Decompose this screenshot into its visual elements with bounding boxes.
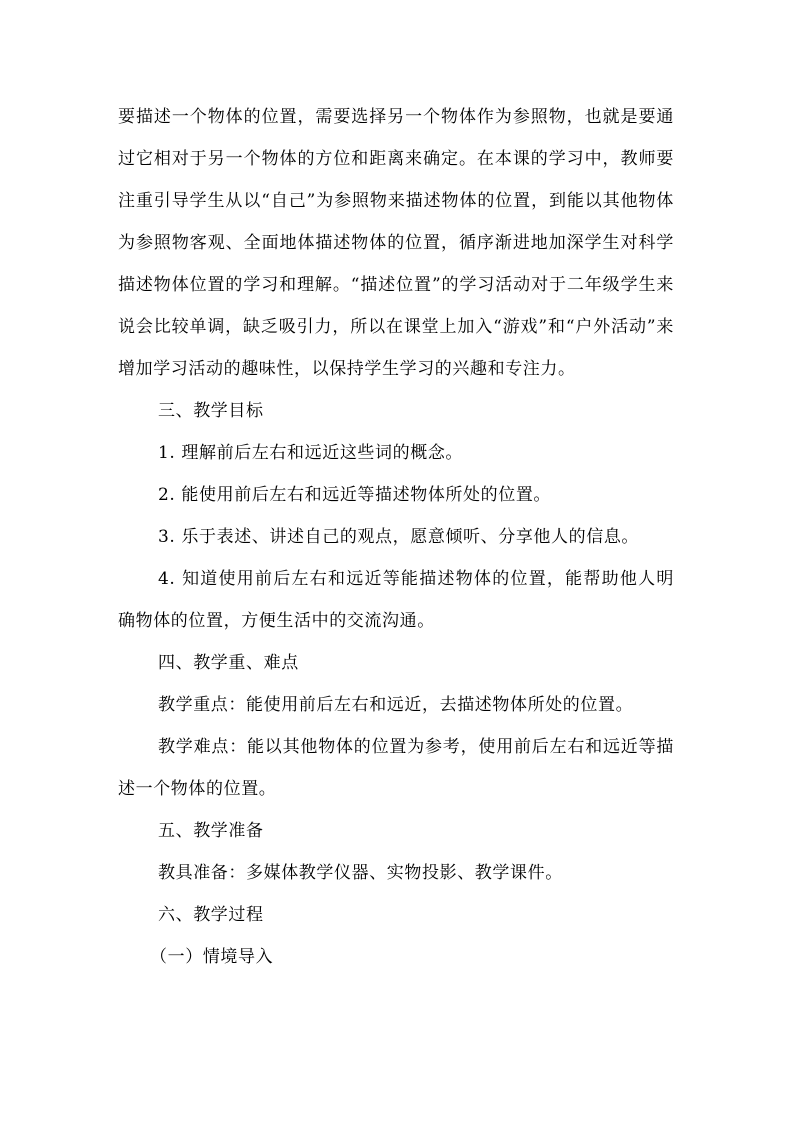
section-heading-process: 六、教学过程 — [158, 905, 264, 925]
section-heading-key-points: 四、教学重、难点 — [158, 653, 299, 673]
section-heading-objectives: 三、教学目标 — [158, 401, 264, 421]
key-point-item: 教学重点：能使用前后左右和远近，去描述物体所处的位置。 — [158, 695, 634, 715]
preparation-item: 教具准备：多媒体教学仪器、实物投影、教学课件。 — [158, 863, 563, 883]
objective-item-3: 3. 乐于表述、讲述自己的观点，愿意倾听、分享他人的信息。 — [158, 527, 640, 547]
sub-heading-introduction: （一）情境导入 — [150, 947, 274, 967]
intro-paragraph: 要描述一个物体的位置，需要选择另一个物体作为参照物，也就是要通过它相对于另一个物体的方位和距离来确定。在本课的学习中，教师要注重引导学生从以“自己”为参照物来描述物体的位置，到能以其他物体为参照物客观、全面地体描述物体的位置，循序渐进地加深学生对科学描述物体位置的学习和理解。“描述位置”的学习活动对于二年级学生来说会比较单调，缺乏吸引力，所以在课堂上加入“游戏”和“户外活动”来增加学习活动的趣味性，以保持学生学习的兴趣和专注力。 — [118, 107, 674, 379]
section-heading-preparation: 五、教学准备 — [158, 821, 264, 841]
objective-item-4: 4. 知道使用前后左右和远近等能描述物体的位置，能帮助他人明确物体的位置，方便生活中的交流沟通。 — [118, 569, 674, 631]
objective-item-1: 1. 理解前后左右和远近这些词的概念。 — [158, 443, 464, 463]
document-body — [118, 96, 674, 978]
difficulty-item: 教学难点：能以其他物体的位置为参考，使用前后左右和远近等描述一个物体的位置。 — [118, 737, 674, 799]
objective-item-2: 2. 能使用前后左右和远近等描述物体所处的位置。 — [158, 485, 552, 505]
